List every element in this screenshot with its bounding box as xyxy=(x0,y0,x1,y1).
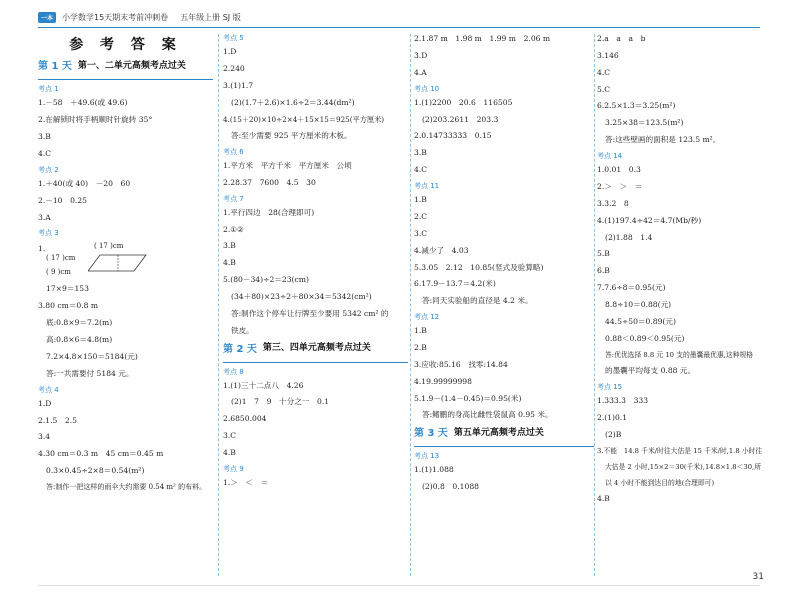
answer-line: 高:0.8×6＝4.8(m) xyxy=(46,335,113,345)
answer-line: 2.28.37 7600 4.5 30 xyxy=(223,177,316,187)
day2-title: 第三、四单元高频考点过关 xyxy=(262,343,371,354)
day1-heading xyxy=(38,60,213,73)
answer-line: (34＋80)×23÷2＋80×34＝5342(cm²) xyxy=(231,291,372,301)
answer-line: 2.－10 0.25 xyxy=(38,195,88,205)
kaodian-label: 考点 5 xyxy=(223,34,244,42)
answer-line: 1.(1)2200 20.6 116505 xyxy=(414,97,513,107)
answer-line: (2)203.2611 203.3 xyxy=(422,114,499,124)
answer-line: 答:优优选择 8.8 元 10 支的墨囊最优惠,这种规格 xyxy=(605,350,754,359)
day1-title: 第一、二单元高频考点过关 xyxy=(77,60,186,71)
kaodian-label: 考点 7 xyxy=(223,194,244,203)
answer-line: 1.＋40(或 40) －20 60 xyxy=(38,178,131,188)
book-title: 小学数学15天期末考前冲刺卷 xyxy=(62,12,169,22)
answer-line: 1.333.3 333 xyxy=(597,396,649,406)
kaodian-label: 考点 14 xyxy=(597,152,623,161)
answer-line: 2.①② xyxy=(223,224,244,234)
kaodian-label: 考点 15 xyxy=(597,383,623,392)
answer-line: 答:至少需要 925 平方厘米的木板。 xyxy=(231,130,352,140)
figure-label-left: ( 17 )cm xyxy=(46,254,76,263)
running-header xyxy=(38,9,241,25)
answer-line: 2.1.5 2.5 xyxy=(38,415,77,425)
kaodian-label: 考点 8 xyxy=(223,367,244,376)
answer-line: 1.平方米 平方千米 平方厘米 公顷 xyxy=(223,160,352,170)
answer-line: 3.146 xyxy=(597,50,619,60)
answer-line: 3.C xyxy=(414,228,428,238)
kaodian-label: 考点 4 xyxy=(38,385,59,394)
kaodian-label: 考点 10 xyxy=(414,84,440,93)
answer-line: 5.1.9－(1.4－0.45)＝0.95(米) xyxy=(414,393,522,403)
answer-line: 3.3.2 8 xyxy=(597,198,629,208)
column-divider xyxy=(410,34,411,576)
answer-line: 1.D xyxy=(223,47,237,57)
day3-rule xyxy=(414,446,594,447)
answer-line: 答:制作一把这样的雨伞大约需要 0.54 m² 的布料。 xyxy=(46,483,207,492)
page-title: 参 考 答 案 xyxy=(69,37,182,53)
answer-line: 5.B xyxy=(597,249,610,259)
answer-line: 5.(80－34)÷2＝23(cm) xyxy=(223,275,309,285)
day3-title: 第五单元高频考点过关 xyxy=(453,427,544,438)
answer-line: 1.(1)三十二点八 4.26 xyxy=(223,380,304,390)
answer-line: 3.80 cm＝0.8 m xyxy=(38,301,99,311)
answer-line: 答:制作这个停车让行牌至少要用 5342 cm² 的 xyxy=(231,308,389,318)
answer-line: 4.30 cm＝0.3 m 45 cm＝0.45 m xyxy=(38,449,164,459)
answer-line: 4.减少了 4.03 xyxy=(414,245,469,255)
parallelogram-shape xyxy=(88,253,148,273)
answer-line: (2)1 7 9 十分之一 0.1 xyxy=(231,397,330,407)
answer-line: 3.25×38＝123.5(m²) xyxy=(605,118,684,128)
answer-line: 底:0.8×9＝7.2(m) xyxy=(46,318,113,328)
answer-line: 4.19.99999998 xyxy=(414,376,472,386)
kaodian-label: 考点 12 xyxy=(414,313,440,322)
answer-line: 2.6850.004 xyxy=(223,414,267,424)
kaodian-label: 考点 1 xyxy=(38,85,59,94)
answer-line: 1.－58 ＋49.6(或 49.6) xyxy=(38,98,128,108)
answer-line: 0.88＜0.89＜0.95(元) xyxy=(605,333,685,343)
answer-line: 铁皮。 xyxy=(231,325,254,335)
answer-line: 2.a a a b xyxy=(597,34,646,43)
answer-line: 4.B xyxy=(223,258,236,268)
answer-line: 4.A xyxy=(414,67,427,77)
answer-line: 3.D xyxy=(414,50,428,60)
answer-line: 1.＞ ＜ ＝ xyxy=(223,478,269,488)
column-divider xyxy=(594,34,595,576)
column-3 xyxy=(414,34,594,576)
answer-line: 答:鳍鹏的身高比雌性袋鼠高 0.95 米。 xyxy=(422,410,553,420)
grade-label: 五年级上册 SJ 版 xyxy=(180,12,241,22)
answer-line: 4.C xyxy=(414,165,428,175)
day2-heading xyxy=(223,343,408,356)
answer-line: 5.C xyxy=(597,84,611,94)
book-logo: 一本 xyxy=(38,12,56,23)
answer-line: 大估是 2 小时,15×2＝30(千米),14.8×1.8＜30,所 xyxy=(605,462,762,471)
answer-line: 3.B xyxy=(414,148,427,158)
answer-line: 7.7.6÷8＝0.95(元) xyxy=(597,283,666,293)
answer-line: 3.C xyxy=(223,431,237,441)
answer-line: 8.8÷10＝0.88(元) xyxy=(605,299,672,309)
answer-line: 3.A xyxy=(38,212,51,222)
answer-line: 答:这些壁画的面积是 123.5 m²。 xyxy=(605,135,721,145)
answer-line: 1.D xyxy=(38,398,52,408)
header-rule xyxy=(38,27,760,28)
answer-line: 3.不能 14.8 千米/时往大估是 15 千米/时,1.8 小时往 xyxy=(597,446,763,455)
page-number: 31 xyxy=(752,572,764,582)
answer-line: 44.5÷50＝0.89(元) xyxy=(605,316,676,326)
column-1 xyxy=(38,34,213,576)
answer-line: 7.2×4.8×150＝5184(元) xyxy=(46,351,138,361)
answer-line: 答:同天实验船的直径是 4.2 米。 xyxy=(422,296,533,306)
answer-line: 3.B xyxy=(38,132,51,141)
kaodian-label: 考点 3 xyxy=(38,229,59,238)
day3-number: 第 3 天 xyxy=(414,428,448,440)
answer-line: 6.B xyxy=(597,266,610,276)
answer-line: (2)0.8 0.1088 xyxy=(422,482,479,492)
answer-line: 4.B xyxy=(223,448,236,458)
answer-line: (2)1.88 1.4 xyxy=(605,232,653,242)
answer-line: 2.0.14733333 0.15 xyxy=(414,131,492,141)
answer-line: 以 4 小时不能到达目的地(合理即可) xyxy=(605,478,715,487)
answer-line: 1.0.01 0.3 xyxy=(597,165,641,175)
column-4 xyxy=(597,34,767,576)
answer-line: 4.C xyxy=(38,148,52,158)
figure-label-top: ( 17 )cm xyxy=(94,242,124,251)
answer-line: 3.应收:85.16 找零:14.84 xyxy=(414,359,508,369)
answer-line: 2.＞ ＞ ＝ xyxy=(597,181,643,191)
day2-rule xyxy=(223,362,408,363)
day3-heading xyxy=(414,427,594,440)
footer-rule xyxy=(38,585,760,586)
kaodian-label: 考点 2 xyxy=(38,165,59,174)
answer-line: 1.(1)1.088 xyxy=(414,465,454,475)
answer-line: 1.B xyxy=(414,326,427,336)
answer-line: 0.3×0.45÷2×8＝0.54(m²) xyxy=(46,466,145,476)
answer-line: 4.C xyxy=(597,67,611,77)
kaodian-label: 考点 9 xyxy=(223,464,244,473)
answer-line: 4.(1)197.4÷42＝4.7(Mb/秒) xyxy=(597,215,702,225)
answer-line: 5.3.05 2.12 10.85(竖式及验算略) xyxy=(414,262,544,272)
day1-rule xyxy=(38,79,213,80)
answer-line: 4.(15＋20)×10÷2×4＋15×15＝925(平方厘米) xyxy=(223,114,385,124)
answer-line: (2)(1.7＋2.6)×1.6÷2＝3.44(dm²) xyxy=(231,97,355,107)
answer-line: 2.B xyxy=(414,343,427,353)
answer-line: 3.(1)1.7 xyxy=(223,80,254,90)
day2-number: 第 2 天 xyxy=(223,343,257,355)
kaodian-label: 考点 6 xyxy=(223,147,244,156)
answer-line: 6.17.9－13.7＝4.2(米) xyxy=(414,279,496,289)
answer-line: (2)B xyxy=(605,430,622,440)
column-divider xyxy=(218,34,219,576)
figure-number: 1. xyxy=(38,244,46,254)
parallelogram-figure xyxy=(38,242,213,278)
answer-line: 1.B xyxy=(414,195,427,205)
answer-line: 3.B xyxy=(223,241,236,251)
answer-line: 4.B xyxy=(597,494,610,504)
answer-line: 2.C xyxy=(414,211,428,221)
answer-line: 17×9＝153 xyxy=(46,284,89,294)
answer-line: 6.2.5×1.3＝3.25(m²) xyxy=(597,101,676,111)
kaodian-label: 考点 13 xyxy=(414,452,440,461)
day1-number: 第 1 天 xyxy=(38,61,72,73)
figure-label-bottom: ( 9 )cm xyxy=(46,268,71,277)
answer-line: 答:一共需要付 5184 元。 xyxy=(46,368,134,378)
kaodian-label: 考点 11 xyxy=(414,181,440,190)
answer-line: 3.4 xyxy=(38,432,51,442)
answer-line: 2.(1)0.1 xyxy=(597,413,628,423)
answer-line: 的墨囊平均每支 0.88 元。 xyxy=(605,366,696,376)
answer-line: 2.在解锁时将手柄顺时针旋转 35° xyxy=(38,115,153,125)
answer-line: 1.平行四边 28(合理即可) xyxy=(223,207,315,217)
answer-line: 2.240 xyxy=(223,63,245,73)
answer-line: 2.1.87 m 1.98 m 1.99 m 2.06 m xyxy=(414,34,551,43)
column-2 xyxy=(223,34,408,576)
